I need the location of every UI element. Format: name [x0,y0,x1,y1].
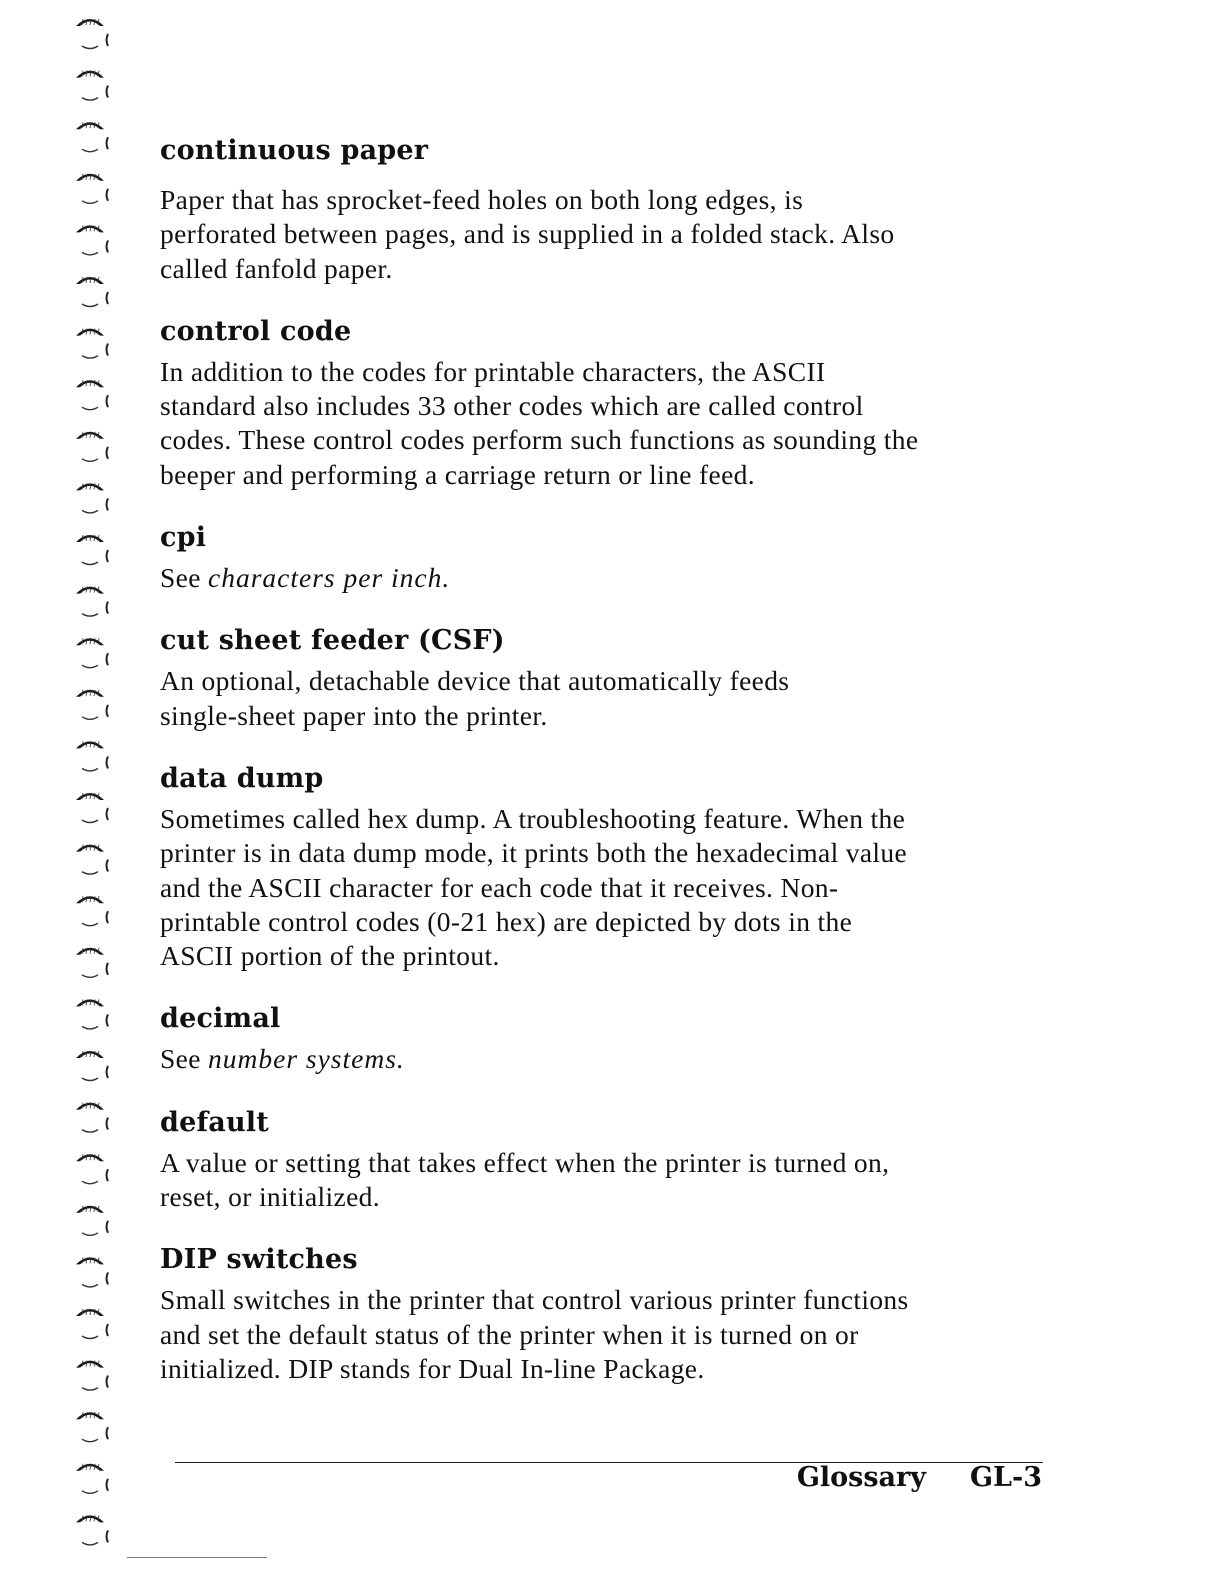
entry-definition [160,664,1050,733]
binding-ring-icon [76,535,108,565]
binding-ring-icon [76,845,108,875]
binding-ring-icon [76,19,108,49]
entry-term: DIP switches [160,1244,358,1276]
binding-ring-icon [76,174,108,204]
binding-ring-icon [76,793,108,823]
entry-term: cpi [160,522,207,554]
definition-line: Paper that has sprocket-feed holes on both long edges, is [160,184,804,215]
binding-ring-icon [76,329,108,359]
glossary-entry-continuous-paper [160,133,1050,286]
definition-line: perforated between pages, and is supplied in a folded stack. Also [160,218,895,250]
entry-definition [160,802,1050,973]
see-target: number systems. [208,1043,405,1075]
binding-ring-icon [76,1412,108,1442]
entry-definition [160,1283,1050,1386]
definition-line: Sometimes called hex dump. A troubleshooting feature. When the [160,802,906,834]
entry-term: data dump [160,762,324,794]
entry-term: control code [160,315,352,347]
binding-ring-icon [76,1309,108,1339]
binding-ring-icon [76,483,108,513]
entry-cross-reference [160,561,1050,595]
definition-line: standard also includes 33 other codes which are called control [160,390,864,422]
definition-line: An optional, detachable device that automatically feeds [160,665,790,697]
entry-definition [160,355,1050,492]
definition-line: In addition to the codes for printable characters, the ASCII [160,355,826,387]
glossary-entry-cpi [160,520,1050,595]
binding-ring-icon [76,1515,108,1545]
page-footer [797,1460,1042,1496]
definition-line: Small switches in the printer that control various printer functions [160,1284,909,1316]
entry-definition [160,183,1050,286]
binding-ring-icon [76,1464,108,1494]
definition-line: and set the default status of the printer when it is turned on or [160,1318,859,1350]
glossary-entry-cut-sheet-feeder [160,623,1050,733]
definition-line: A value or setting that takes effect when the printer is turned on, [160,1146,890,1178]
binding-ring-icon [76,380,108,410]
binding-ring-icon [76,122,108,152]
definition-line: printer is in data dump mode, it prints both the hexadecimal value [160,837,908,869]
binding-ring-icon [76,225,108,255]
scan-edge-line [127,1557,267,1558]
definition-line: ASCII portion of the printout. [160,940,500,972]
definition-line: initialized. DIP stands for Dual In-line Package. [160,1352,705,1384]
glossary-entry-default [160,1105,1050,1215]
entry-term: cut sheet feeder (CSF) [160,625,505,657]
see-prefix: See [160,562,201,594]
see-prefix: See [160,1043,201,1075]
definition-line: beeper and performing a carriage return or line feed. [160,458,755,490]
glossary-entry-dip-switches [160,1242,1050,1386]
see-target: characters per inch. [208,562,451,594]
page-number: GL-3 [969,1462,1042,1493]
binding-ring-icon [76,1206,108,1236]
binding-rings-icon [70,0,110,1584]
binding-ring-icon [76,1257,108,1287]
definition-line: called fanfold paper. [160,252,393,284]
footer-section-title: Glossary [796,1462,926,1493]
binding-ring-icon [76,690,108,720]
definition-line: printable control codes (0-21 hex) are depicted by dots in the [160,905,853,937]
binding-ring-icon [76,1361,108,1391]
glossary-entry-control-code [160,314,1050,492]
spiral-binding [70,0,110,1584]
binding-ring-icon [76,896,108,926]
binding-ring-icon [76,1051,108,1081]
glossary-entry-decimal [160,1001,1050,1076]
definition-line: single-sheet paper into the printer. [160,699,548,731]
definition-line: and the ASCII character for each code that it receives. Non- [160,871,839,903]
binding-ring-icon [76,741,108,771]
entry-term: default [160,1106,269,1138]
entry-definition [160,1146,1050,1215]
binding-ring-icon [76,999,108,1029]
binding-ring-icon [76,71,108,101]
binding-ring-icon [76,1103,108,1133]
binding-ring-icon [76,432,108,462]
binding-ring-icon [76,948,108,978]
entry-cross-reference [160,1042,1050,1076]
glossary-entry-data-dump [160,761,1050,973]
glossary-content [160,133,1050,1386]
binding-ring-icon [76,587,108,617]
entry-term: continuous paper [160,135,429,166]
binding-ring-icon [76,277,108,307]
entry-term: decimal [160,1003,281,1035]
binding-ring-icon [76,1154,108,1184]
binding-ring-icon [76,638,108,668]
definition-line: reset, or initialized. [160,1181,380,1213]
definition-line: codes. These control codes perform such functions as sounding the [160,424,919,456]
